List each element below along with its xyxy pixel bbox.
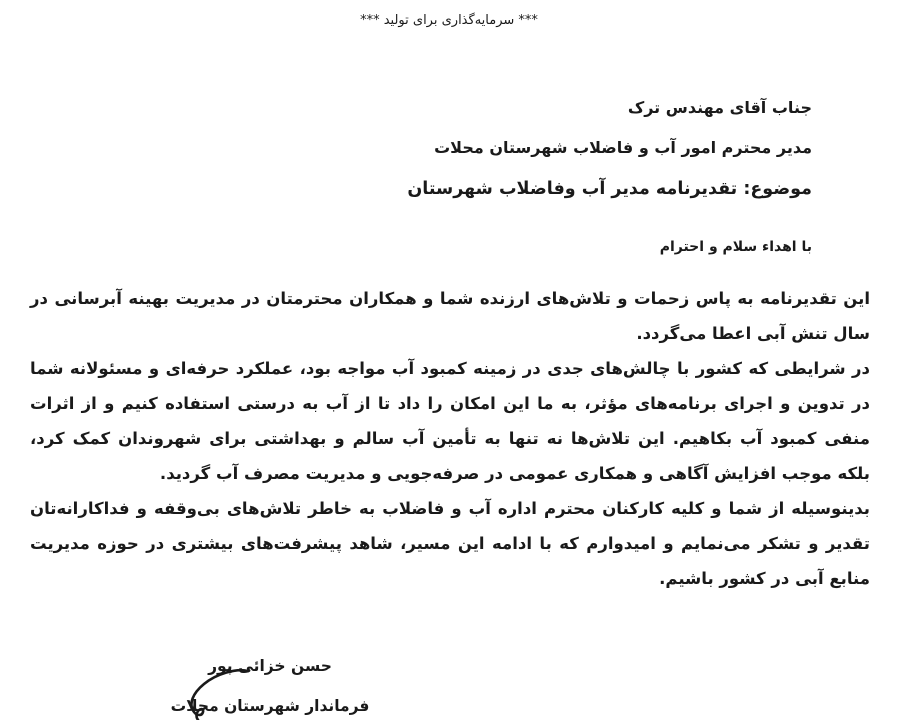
subject-line: موضوع: تقدیرنامه مدیر آب وفاضلاب شهرستان (407, 179, 812, 199)
paragraph-2: در شرایطی که کشور با چالش‌های جدی در زمینه کمبود آب مواجه بود، عملکرد حرفه‌ای و مسئولانه شما در تدوین و اجرای برنامه‌های مؤثر، به ما این امکان را داد تا از آب به درستی استفاده کنیم و از اثرات منفی کمبود آب بکاهیم. این تلاش‌ها نه تنها به تأمین آب سالم و بهداشتی برای شهروندان کمک کرد، بلکه موجب افزایش آگاهی و همکاری عمومی در صرفه‌جویی و مدیریت مصرف آب گردید. (30, 359, 870, 483)
signatory-name: حسن خزائی پور (208, 657, 332, 675)
paragraph-3: بدینوسیله از شما و کلیه کارکنان محترم اداره آب و فاضلاب به خاطر تلاش‌های بی‌وقفه و فداکارانه‌تان تقدیر و تشکر می‌نمایم و امیدوارم که با ادامه این مسیر، شاهد پیشرفت‌های بیشتری در حوزه مدیریت منابع آبی در کشور باشیم. (30, 499, 870, 588)
recipient-block (0, 88, 898, 168)
letter-body (0, 281, 898, 596)
signatory-title: فرماندار شهرستان محلات (170, 697, 370, 715)
header-slogan: *** سرمایه‌گذاری برای تولید *** (360, 13, 538, 28)
salutation-line: با اهداء سلام و احترام (659, 239, 812, 255)
recipient-name: جناب آقای مهندس ترک (627, 98, 812, 117)
signature-block (148, 646, 392, 720)
paragraph-1: این تقدیرنامه به پاس زحمات و تلاش‌های ارزنده شما و همکاران محترمتان در مدیریت بهینه آبرسانی در سال تنش آبی اعطا می‌گردد. (30, 289, 870, 343)
recipient-title: مدیر محترم امور آب و فاضلاب شهرستان محلات (434, 138, 812, 157)
